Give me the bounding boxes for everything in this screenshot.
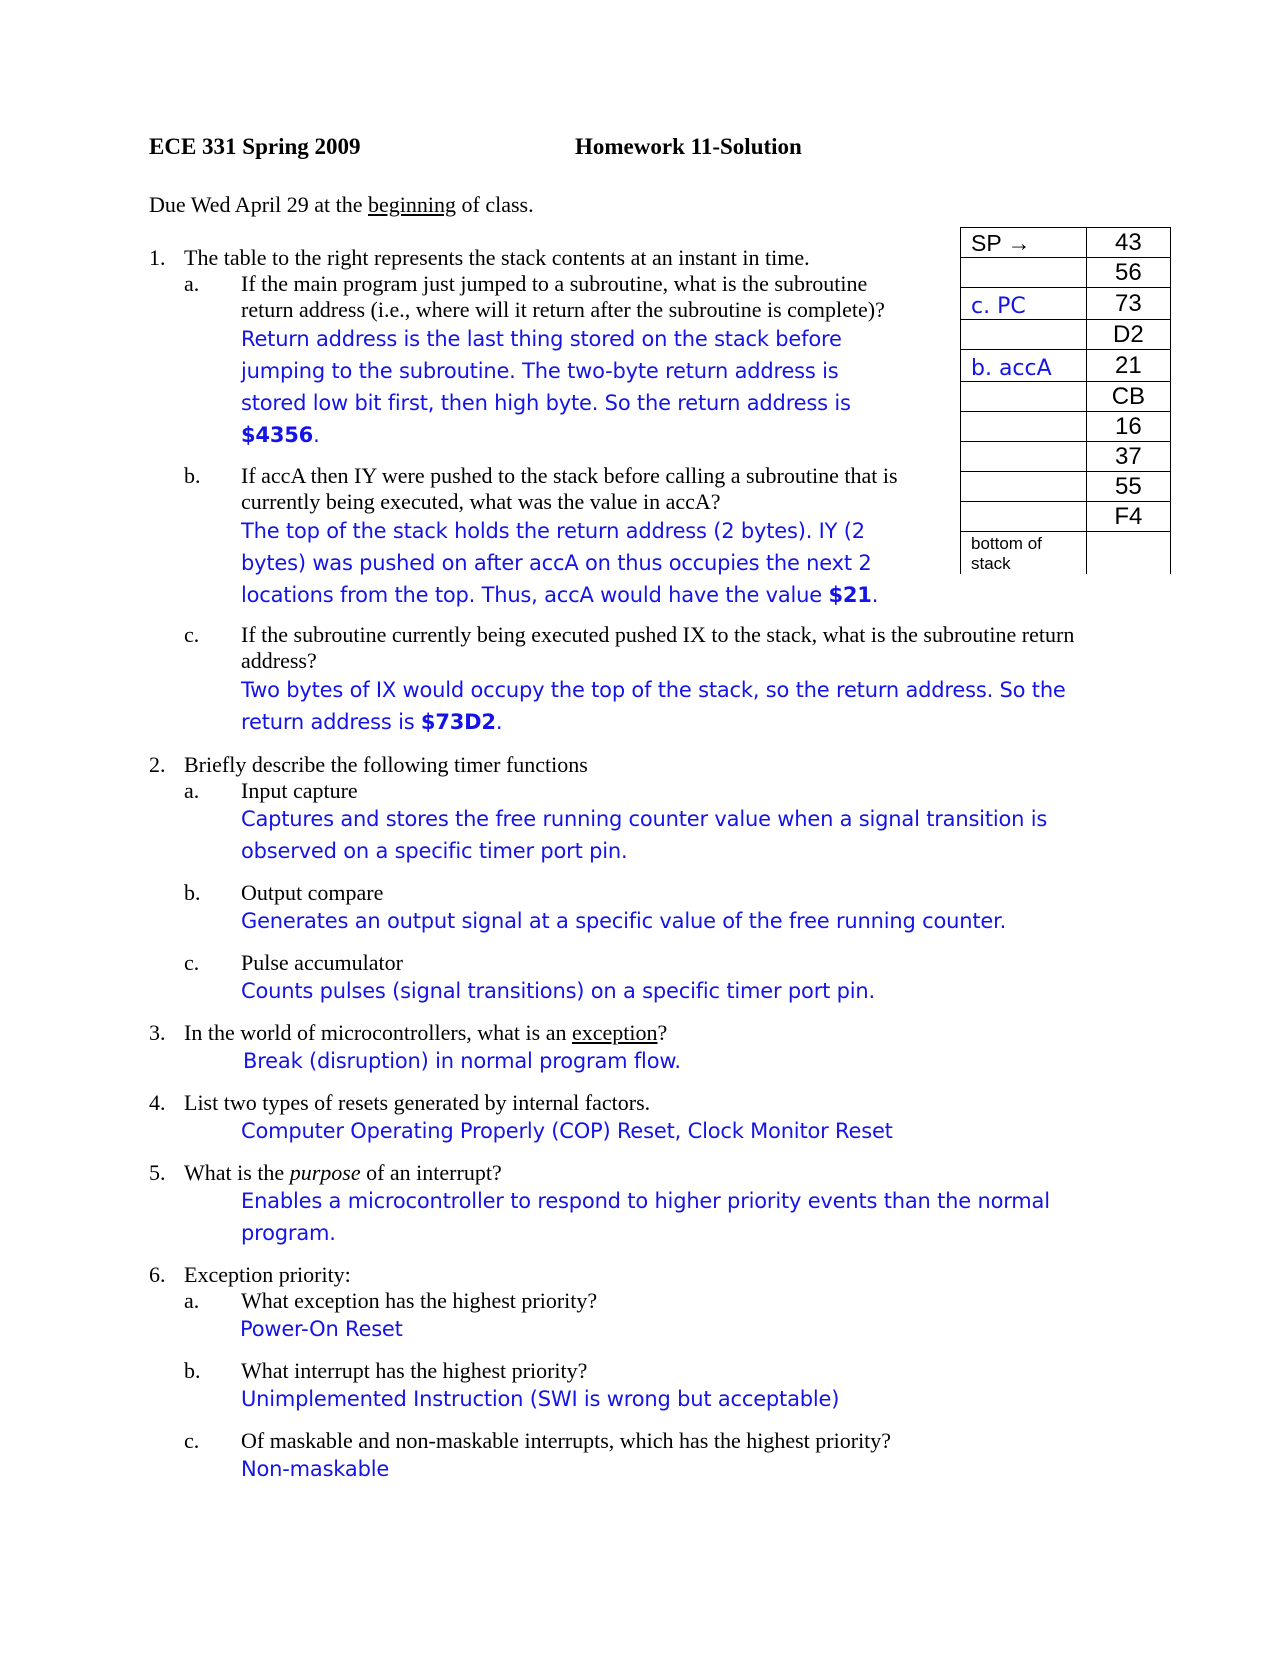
q2a-answer-line2: observed on a specific timer port pin. (241, 839, 628, 863)
q1a-letter: a. (184, 271, 200, 296)
stack-row (961, 350, 1171, 382)
course-title: ECE 331 Spring 2009 (149, 134, 361, 159)
q2a-answer-line1: Captures and stores the free running counter value when a signal transition is (241, 807, 1048, 831)
stack-label-cell (961, 502, 1087, 532)
due-emphasis: beginning (368, 192, 457, 217)
q5-answer-line2: program. (241, 1221, 336, 1245)
q1b-line1: If accA then IY were pushed to the stack before calling a subroutine that is (241, 463, 898, 488)
q1a-line2: return address (i.e., where will it return after the subroutine is complete)? (241, 297, 885, 322)
stack-label-cell (961, 288, 1087, 320)
stack-row (961, 382, 1171, 412)
q1c-line1: If the subroutine currently being executed pushed IX to the stack, what is the subroutine return (241, 622, 1075, 647)
due-line: Due Wed April 29 at the beginning of class. (149, 192, 534, 217)
stack-value: 56 (1086, 258, 1170, 288)
stack-bottom-value (1086, 532, 1170, 575)
stack-label-cell (961, 412, 1087, 442)
q1a-answer-line2: jumping to the subroutine. The two-byte return address is (241, 359, 839, 383)
stack-value: D2 (1086, 320, 1170, 350)
stack-row (961, 472, 1171, 502)
q2b-label: Output compare (241, 880, 384, 905)
q2b-letter: b. (184, 880, 201, 905)
stack-value: 73 (1086, 288, 1170, 320)
stack-bottom-label (961, 532, 1087, 575)
stack-row (961, 442, 1171, 472)
q1-text: The table to the right represents the stack contents at an instant in time. (184, 245, 810, 270)
q2b-answer: Generates an output signal at a specific value of the free running counter. (241, 909, 1007, 933)
stack-value: 16 (1086, 412, 1170, 442)
q5-number: 5. (149, 1160, 166, 1185)
q2c-label: Pulse accumulator (241, 950, 403, 975)
stack-label-cell (961, 350, 1087, 382)
q2c-answer: Counts pulses (signal transitions) on a specific timer port pin. (241, 979, 875, 1003)
q1b-letter: b. (184, 463, 201, 488)
stack-label: SP → (971, 230, 1031, 256)
q6a-letter: a. (184, 1288, 200, 1313)
q4-text: List two types of resets generated by internal factors. (184, 1090, 651, 1115)
q2-number: 2. (149, 752, 166, 777)
stack-label-cell (961, 382, 1087, 412)
stack-value: 43 (1086, 228, 1170, 258)
stack-label-cell (961, 442, 1087, 472)
stack-bottom-row (961, 532, 1171, 575)
q6a-question: What exception has the highest priority? (241, 1288, 598, 1313)
q3-number: 3. (149, 1020, 166, 1045)
q1-number: 1. (149, 245, 166, 270)
q1c-line2: address? (241, 648, 317, 673)
stack-table (960, 227, 1171, 574)
stack-row (961, 320, 1171, 350)
homework-title: Homework 11-Solution (575, 134, 802, 159)
q6c-answer: Non-maskable (241, 1457, 390, 1481)
q1c-answer-line1: Two bytes of IX would occupy the top of the stack, so the return address. So the (241, 678, 1066, 702)
q1a-answer-line3: stored low bit first, then high byte. So the return address is (241, 391, 851, 415)
q1b-line2: currently being executed, what was the value in accA? (241, 489, 721, 514)
stack-bottom-label-line1: bottom of (971, 534, 1042, 553)
q2a-label: Input capture (241, 778, 358, 803)
q2a-letter: a. (184, 778, 200, 803)
q6-text: Exception priority: (184, 1262, 351, 1287)
stack-value: 55 (1086, 472, 1170, 502)
stack-row (961, 412, 1171, 442)
stack-row (961, 258, 1171, 288)
q5-text: What is the purpose of an interrupt? (184, 1160, 502, 1185)
q4-answer: Computer Operating Properly (COP) Reset, Clock Monitor Reset (241, 1119, 893, 1143)
q1b-answer-line1: The top of the stack holds the return address (2 bytes). IY (2 (241, 519, 865, 543)
q6a-answer: Power-On Reset (240, 1317, 403, 1341)
q1a-line1: If the main program just jumped to a subroutine, what is the subroutine (241, 271, 868, 296)
stack-row (961, 502, 1171, 532)
stack-value: F4 (1086, 502, 1170, 532)
stack-label-cell (961, 320, 1087, 350)
stack-label-cell (961, 258, 1087, 288)
stack-annotation: b. accA (971, 356, 1052, 381)
stack-label-cell (961, 228, 1087, 258)
q1c-answer-line2: return address is $73D2. (241, 710, 503, 734)
stack-row (961, 228, 1171, 258)
stack-value: 37 (1086, 442, 1170, 472)
q1a-answer-line4: $4356. (241, 423, 320, 447)
q2c-letter: c. (184, 950, 200, 975)
stack-value: 21 (1086, 350, 1170, 382)
q4-number: 4. (149, 1090, 166, 1115)
stack-bottom-label-line2: stack (971, 554, 1011, 573)
q5-answer-line1: Enables a microcontroller to respond to higher priority events than the normal (241, 1189, 1050, 1213)
q1b-answer-line3: locations from the top. Thus, accA would have the value $21. (241, 583, 879, 607)
stack-row (961, 288, 1171, 320)
q6c-question: Of maskable and non-maskable interrupts, which has the highest priority? (241, 1428, 892, 1453)
q6-number: 6. (149, 1262, 166, 1287)
q6b-letter: b. (184, 1358, 201, 1383)
q3-answer: Break (disruption) in normal program flow. (243, 1049, 681, 1073)
q2-text: Briefly describe the following timer functions (184, 752, 588, 777)
stack-label-cell (961, 472, 1087, 502)
stack-annotation: c. PC (971, 294, 1026, 319)
q1a-answer-line1: Return address is the last thing stored on the stack before (241, 327, 842, 351)
stack-value: CB (1086, 382, 1170, 412)
q6b-question: What interrupt has the highest priority? (241, 1358, 588, 1383)
q1b-answer-line2: bytes) was pushed on after accA on thus occupies the next 2 (241, 551, 872, 575)
q1c-letter: c. (184, 622, 200, 647)
q6b-answer: Unimplemented Instruction (SWI is wrong but acceptable) (241, 1387, 840, 1411)
q6c-letter: c. (184, 1428, 200, 1453)
q3-text: In the world of microcontrollers, what is an exception? (184, 1020, 668, 1045)
